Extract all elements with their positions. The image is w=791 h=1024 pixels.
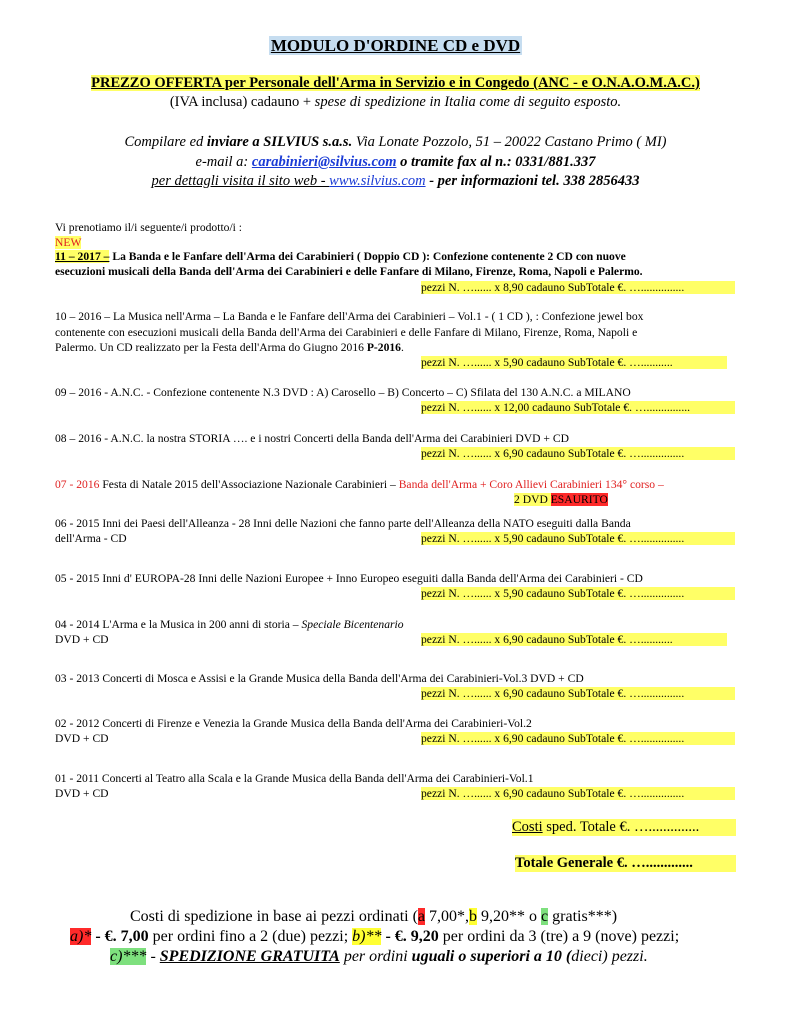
intro-text: Vi prenotiamo il/i seguente/i prodotto/i : — [55, 221, 243, 234]
grand-total[interactable]: Totale Generale €. …............. — [515, 855, 736, 872]
product-description: 02 - 2012 Concerti di Firenze e Venezia la Grande Musica della Banda dell'Arma dei Carabinieri-Vol.2 — [55, 717, 532, 730]
price-line[interactable]: pezzi N. …...... x 5,90 cadauno SubTotale €. …............... — [421, 587, 735, 600]
price-line[interactable]: pezzi N. …...... x 6,90 cadauno SubTotale €. …............... — [421, 787, 735, 800]
price-line[interactable]: pezzi N. …...... x 5,90 cadauno SubTotale €. …............... — [421, 532, 735, 545]
free-shipping-line: c)*** - SPEDIZIONE GRATUITA per ordini uguali o superiori a 10 (dieci) pezzi. — [110, 948, 648, 965]
product-quantity-note: 2 DVD ESAURITO — [514, 493, 608, 506]
price-line[interactable]: pezzi N. …...... x 6,90 cadauno SubTotale €. …............... — [421, 732, 735, 745]
page-title: MODULO D'ORDINE CD e DVD — [270, 36, 521, 55]
iva-note: (IVA inclusa) cadauno + spese di spedizione in Italia come di seguito esposto. — [169, 94, 622, 110]
product-description: contenente con esecuzioni musicali della Banda dell'Arma dei Carabinieri e delle Fanfare di Milano, Firenze, Roma, Napoli e — [55, 326, 638, 339]
shipping-costs-line: Costi di spedizione in base ai pezzi ordinati (a 7,00*,b 9,20** o c gratis***) — [130, 908, 618, 925]
product-description: DVD + CD — [55, 787, 109, 800]
product-description: 10 – 2016 – La Musica nell'Arma – La Banda e le Fanfare dell'Arma dei Carabinieri – Vol.1 - ( 1 CD ), : Confezione jewel box — [55, 310, 644, 323]
shipping-total[interactable]: Costi sped. Totale €. ….............. — [512, 819, 736, 836]
website-link[interactable]: www.silvius.com — [329, 173, 426, 189]
product-description: 09 – 2016 - A.N.C. - Confezione contenente N.3 DVD : A) Carosello – B) Concerto – C) Sfilata del 130 A.N.C. a MILANO — [55, 386, 631, 399]
send-instructions: Compilare ed inviare a SILVIUS s.a.s. Via Lonate Pozzolo, 51 – 20022 Castano Primo ( MI) — [124, 134, 667, 150]
product-description: DVD + CD — [55, 732, 109, 745]
price-line[interactable]: pezzi N. …...... x 12,00 cadauno SubTotale €. …............... — [421, 401, 735, 414]
price-line[interactable]: pezzi N. …...... x 8,90 cadauno SubTotale €. …............... — [421, 281, 735, 294]
product-description: 08 – 2016 - A.N.C. la nostra STORIA …. e i nostri Concerti della Banda dell'Arma dei Carabinieri DVD + CD — [55, 432, 569, 445]
product-description: 07 - 2016 Festa di Natale 2015 dell'Associazione Nazionale Carabinieri – Banda dell'Arma + Coro Allievi Carabinieri 134° corso – — [55, 478, 664, 491]
product-description: dell'Arma - CD — [55, 532, 127, 545]
offer-heading: PREZZO OFFERTA per Personale dell'Arma in Servizio e in Congedo (ANC - e O.N.A.O.M.A.C.) — [91, 75, 700, 91]
product-description: Palermo. Un CD realizzato per la Festa dell'Arma do Giugno 2016 P-2016. — [55, 341, 404, 354]
product-description: 01 - 2011 Concerti al Teatro alla Scala e la Grande Musica della Banda dell'Arma dei Carabinieri-Vol.1 — [55, 772, 534, 785]
product-description: 11 – 2017 – La Banda e le Fanfare dell'Arma dei Carabinieri ( Doppio CD ): Confezione contenente 2 CD con nuove — [55, 250, 626, 263]
product-description: 05 - 2015 Inni d' EUROPA-28 Inni delle Nazioni Europee + Inno Europeo eseguiti dalla Banda dell'Arma dei Carabinieri - CD — [55, 572, 643, 585]
product-description: 04 - 2014 L'Arma e la Musica in 200 anni di storia – Speciale Bicentenario — [55, 618, 404, 631]
email-link[interactable]: carabinieri@silvius.com — [251, 154, 397, 170]
email-line: e-mail a: carabinieri@silvius.com o tramite fax al n.: 0331/881.337 — [195, 154, 596, 170]
new-badge: NEW — [55, 236, 82, 249]
product-description: 06 - 2015 Inni dei Paesi dell'Alleanza - 28 Inni delle Nazioni che fanno parte dell'Alleanza della NATO eseguiti dalla Banda — [55, 517, 631, 530]
shipping-tiers-line: a)* - €. 7,00 per ordini fino a 2 (due) pezzi; b)** - €. 9,20 per ordini da 3 (tre) a 9 (nove) pezzi; — [70, 928, 680, 945]
price-line[interactable]: pezzi N. …...... x 6,90 cadauno SubTotale €. …............... — [421, 447, 735, 460]
product-description: 03 - 2013 Concerti di Mosca e Assisi e la Grande Musica della Banda dell'Arma dei Carabinieri-Vol.3 DVD + CD — [55, 672, 584, 685]
product-description: DVD + CD — [55, 633, 109, 646]
price-line[interactable]: pezzi N. …...... x 6,90 cadauno SubTotale €. …............... — [421, 687, 735, 700]
product-description: esecuzioni musicali della Banda dell'Arma dei Carabinieri e delle Fanfare di Milano, Firenze, Roma, Napoli e Palermo. — [55, 265, 643, 278]
status-badge: ESAURITO — [550, 493, 608, 506]
price-line[interactable]: pezzi N. …...... x 5,90 cadauno SubTotale €. …........... — [421, 356, 727, 369]
price-line[interactable]: pezzi N. …...... x 6,90 cadauno SubTotale €. …........... — [421, 633, 727, 646]
website-line: per dettagli visita il sito web - www.silvius.com - per informazioni tel. 338 2856433 — [151, 173, 640, 189]
